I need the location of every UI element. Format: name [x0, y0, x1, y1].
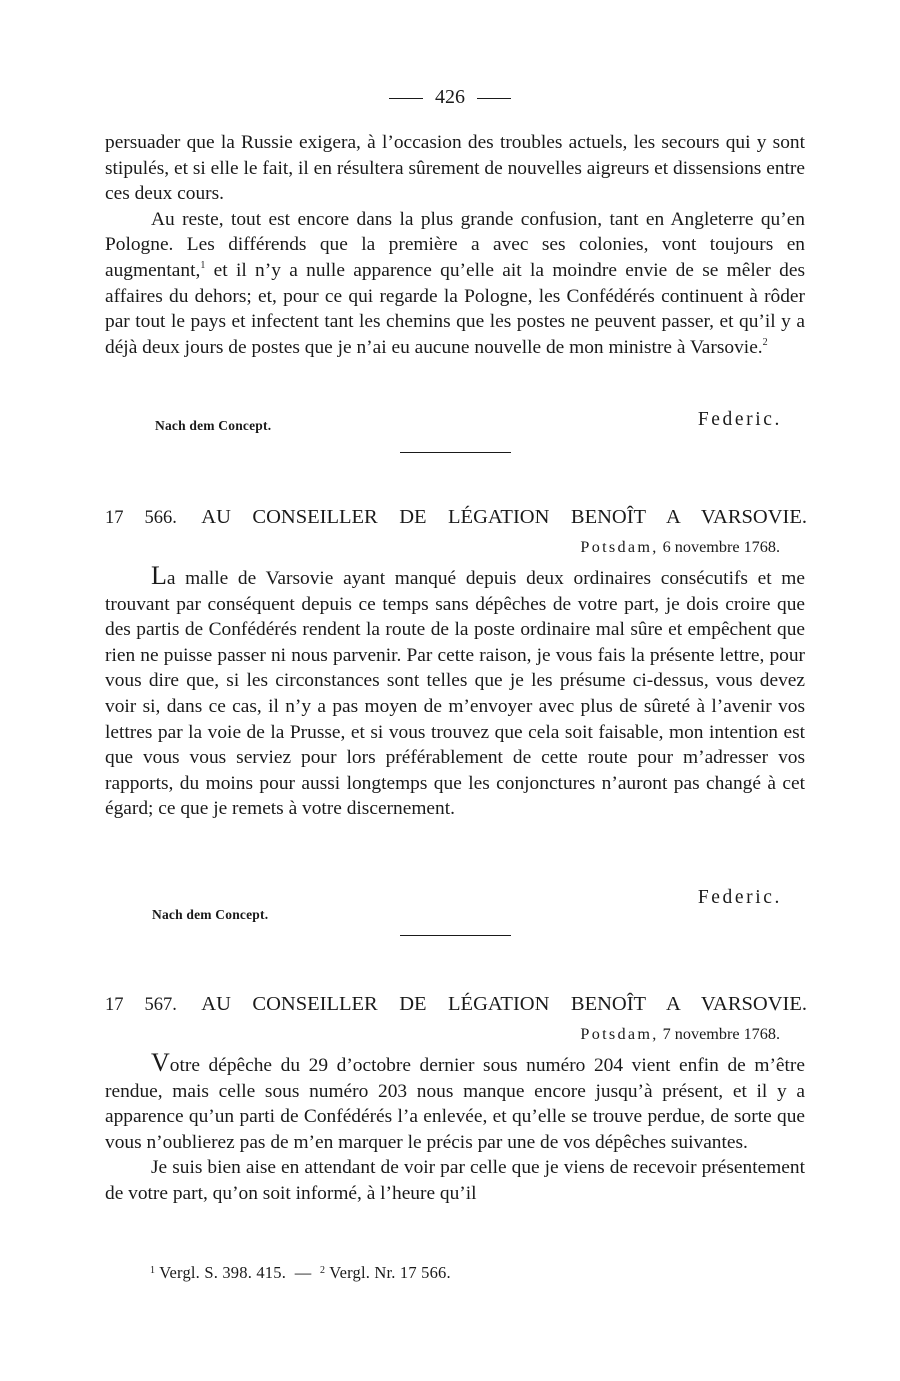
letter-paragraph-2: Je suis bien aise en attendant de voir par celle que je viens de recevoir présentement de votre part, qu’on soit informé, à l’heure qu’il [105, 1157, 805, 1204]
page-number-dash-right [477, 98, 511, 99]
initial-letter: L [151, 561, 167, 590]
letter-addressee: AU CONSEILLER DE LÉGATION BENOÎT A VARSOVIE. [201, 506, 807, 528]
footnote-2-text: Vergl. Nr. 17 566. [329, 1263, 451, 1282]
footnotes [150, 1260, 451, 1284]
footnote-1-text: Vergl. S. 398. 415. [159, 1263, 287, 1282]
continuation-paragraph-2-part-b: et il n’y a nulle apparence qu’elle ait la moindre envie de se mêler des affaires du dehors; et, pour ce qui regarde la Pologne, les Confédérés continuent à rôder par tout le pays et infectent tant les chemins que les postes ne peuvent passer, et qu’il y a déjà deux jours de postes que je n’ai eu aucune nouvelle de mon ministre à Varsovie. [105, 259, 805, 358]
letter-paragraph-1-text: otre dépêche du 29 d’octobre dernier sous numéro 204 vient enfin de m’être rendue, mais celle sous numéro 203 nous manque encore jusqu’à présent, et il y a apparence qu’un parti de Confédérés l’a enlevée, et qu’elle se trouve perdue, de sorte que vous n’oublierez pas de m’en marquer le précis par une de vos dépêches suivantes. [105, 1055, 805, 1153]
footnote-ref-2: 2 [762, 336, 768, 348]
letter-body-17567 [105, 1048, 805, 1207]
dateline-17567 [580, 1023, 780, 1045]
letter-body-text: a malle de Varsovie ayant manqué depuis deux ordinaires consécutifs et me trouvant par conséquent depuis ce temps sans dépêches de votre part, je dois croire que des partis de Confédérés rendent la route de la poste ordinaire mal sûre et empêchent que rien ne puisse passer ni nous parvenir. Par cette raison, je vous fais la présente lettre, pour vous dire que, si les circonstances sont telles que je les présume ci-dessus, vous devez voir si, dans ce cas, il n’y a pas moyen de m’envoyer avec plus de sûreté à l’avenir vos lettres par la voie de la Prusse, et si vous trouvez que cela soit faisable, mon intention est que vous vous serviez pour lors préférablement de cette route pour m’adresser vos rapports, du moins pour aussi longtemps que les conjonctures n’auront pas changé à cet égard; ce que je remets à votre discernement. [105, 568, 805, 820]
separator-rule-1 [400, 452, 511, 453]
footnote-mark-2: 2 [320, 1265, 326, 1276]
source-note-17566: Nach dem Concept. [152, 907, 269, 922]
continuation-text [105, 130, 805, 360]
continuation-paragraph-1: persuader que la Russie exigera, à l’occasion des troubles actuels, les secours qui y sont stipulés, et si elle le fait, il en résultera sûrement de nouvelles aigreurs et dissensions entre ces deux cours. [105, 132, 805, 205]
letter-addressee: AU CONSEILLER DE LÉGATION BENOÎT A VARSOVIE. [201, 993, 807, 1015]
letter-number: 17 567. [105, 995, 177, 1015]
separator-rule-2 [400, 935, 511, 936]
dateline-place: Potsdam, [580, 1025, 659, 1043]
dateline-date: 6 novembre 1768. [662, 538, 780, 556]
initial-letter: V [151, 1048, 170, 1077]
source-note-continuation: Nach dem Concept. [155, 418, 272, 433]
letter-paragraph-1 [105, 1048, 805, 1155]
page-number-value: 426 [435, 86, 465, 108]
continuation-paragraph-2 [105, 207, 805, 361]
letter-number: 17 566. [105, 508, 177, 528]
footnote-separator: — [294, 1263, 312, 1282]
signature-continuation: Federic. [697, 409, 782, 430]
dateline-place: Potsdam, [580, 538, 659, 556]
letter-heading-17567 [105, 991, 807, 1018]
letter-body-17566 [105, 561, 805, 822]
page-number-dash-left [389, 98, 423, 99]
footnote-ref-1: 1 [200, 259, 206, 271]
dateline-17566 [580, 536, 780, 558]
letter-heading-17566 [105, 504, 807, 531]
footnote-mark-1: 1 [150, 1265, 156, 1276]
signature-17566: Federic. [697, 887, 782, 908]
dateline-date: 7 novembre 1768. [662, 1025, 780, 1043]
page-number [0, 84, 900, 110]
continuation-paragraph-2-part-a: Au reste, tout est encore dans la plus grande confusion, tant en Angleterre qu’en Pologne. Les différends que la première a avec ses colonies, vont toujours en augmentant, [105, 208, 805, 281]
